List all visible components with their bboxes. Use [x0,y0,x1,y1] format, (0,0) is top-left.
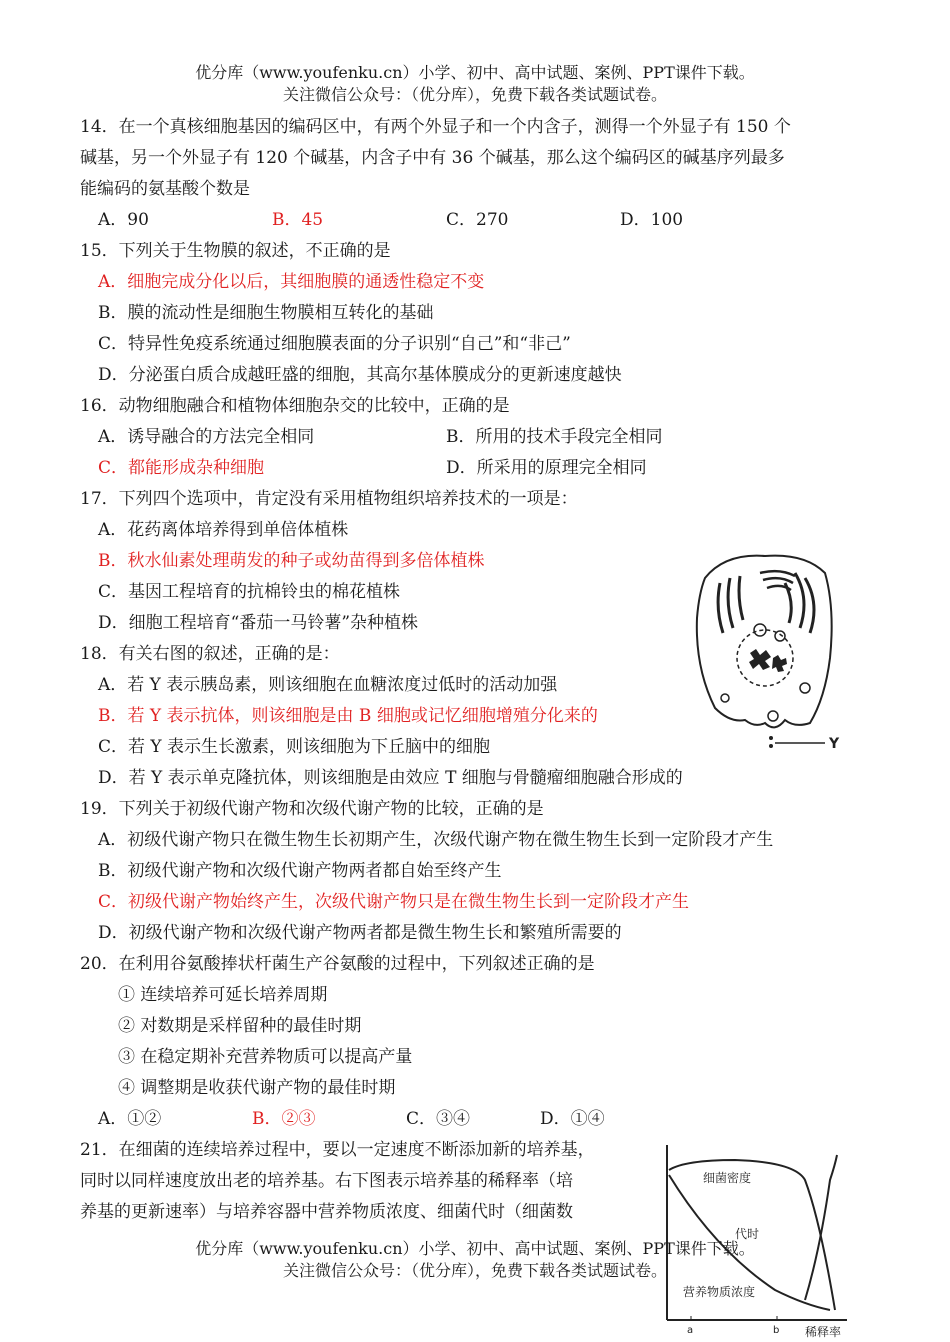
q20-item-2: ② 对数期是采样留种的最佳时期 [118,1016,362,1036]
q19-option-b: B．初级代谢产物和次级代谢产物两者都自始至终产生 [98,861,502,881]
q20-option-a: A．①② [98,1109,162,1129]
vesicle [721,694,729,702]
secretion-dot [769,736,773,740]
q20-item-4: ④ 调整期是收获代谢产物的最佳时期 [118,1078,396,1098]
x-axis-label: 稀释率 [805,1325,842,1339]
secretory-vesicle [768,711,778,721]
q14-option-c: C．270 [446,210,509,230]
q20-item-1: ① 连续培养可延长培养周期 [118,985,328,1005]
q15-option-c: C．特异性免疫系统通过细胞膜表面的分子识别“自己”和“非己” [98,334,571,354]
q17-stem: 17．下列四个选项中，肯定没有采用植物组织培养技术的一项是： [80,489,578,509]
vesicle [775,631,785,641]
vesicle [800,683,810,693]
q17-option-b-answer: B．秋水仙素处理萌发的种子或幼苗得到多倍体植株 [98,551,485,571]
q19-option-a: A．初级代谢产物只在微生物生长初期产生，次级代谢产物在微生物生长到一定阶段才产生 [98,830,774,850]
q18-option-c: C．若 Y 表示生长激素，则该细胞为下丘脑中的细胞 [98,737,491,757]
header-line-2: 关注微信公众号：（优分库），免费下载各类试题试卷。 [282,85,667,104]
q18-option-d: D．若 Y 表示单克隆抗体，则该细胞是由效应 T 细胞与骨髓瘤细胞融合形成的 [98,768,683,788]
q14-option-b-answer: B．45 [272,210,324,230]
endoplasmic-reticulum [718,573,814,633]
q20-stem: 20．在利用谷氨酸捧状杆菌生产谷氨酸的过程中，下列叙述正确的是 [80,954,595,974]
x-tick-a: a [687,1325,694,1336]
q18-option-a: A．若 Y 表示胰岛素，则该细胞在血糖浓度过低时的活动加强 [98,675,558,695]
q14-option-a: A．90 [98,210,149,230]
q15-option-a-answer: A．细胞完成分化以后，其细胞膜的通透性稳定不变 [98,272,485,292]
q15-option-d: D．分泌蛋白质合成越旺盛的细胞，其高尔基体膜成分的更新速度越快 [98,365,622,385]
q17-option-c: C．基因工程培育的抗棉铃虫的棉花植株 [98,582,401,602]
q21-stem-line-2: 同时以同样速度放出老的培养基。右下图表示培养基的稀释率（培 [80,1171,573,1191]
q15-option-b: B．膜的流动性是细胞生物膜相互转化的基础 [98,303,434,323]
q16-option-d: D．所采用的原理完全相同 [446,458,647,478]
q19-stem: 19．下列关于初级代谢产物和次级代谢产物的比较，正确的是 [80,799,544,819]
golgi-apparatus [760,571,795,590]
q16-stem: 16．动物细胞融合和植物体细胞杂交的比较中，正确的是 [80,396,510,416]
footer-line-2: 关注微信公众号：（优分库），免费下载各类试题试卷。 [282,1261,667,1280]
secretion-dot [769,744,773,748]
q14-stem-line-3: 能编码的氨基酸个数是 [80,179,250,199]
q20-option-d: D．①④ [540,1109,605,1129]
nutrient-label: 营养物质浓度 [683,1285,756,1299]
q18-option-b-answer: B．若 Y 表示抗体，则该细胞是由 B 细胞或记忆细胞增殖分化来的 [98,706,598,726]
q20-item-3: ③ 在稳定期补充营养物质可以提高产量 [118,1047,413,1067]
q14-option-d: D．100 [620,210,684,230]
footer-line-1: 优分库（www.youfenku.cn）小学、初中、高中试题、案例、PPT课件下载。 [195,1239,755,1258]
density-label: 细菌密度 [703,1171,752,1185]
q15-stem: 15．下列关于生物膜的叙述，不正确的是 [80,241,391,261]
q16-option-c-answer: C．都能形成杂种细胞 [98,458,265,478]
x-tick-b: b [773,1325,780,1336]
q16-option-b: B．所用的技术手段完全相同 [446,427,663,447]
secretory-cell-figure [685,548,845,758]
q14-stem-line-1: 14．在一个真核细胞基因的编码区中，有两个外显子和一个内含子，测得一个外显子有 150 个 [80,117,791,137]
figure-label-y: Y [829,736,840,752]
q20-option-c: C．③④ [406,1109,471,1129]
generation-time-label: 代时 [735,1227,760,1241]
chromatin [772,655,787,672]
q21-stem-line-3: 养基的更新速率）与培养容器中营养物质浓度、细菌代时（细菌数 [80,1202,573,1222]
q21-stem-line-1: 21．在细菌的连续培养过程中，要以一定速度不断添加新的培养基， [80,1140,595,1160]
q17-option-d: D．细胞工程培育“番茄一马铃薯”杂种植株 [98,613,419,633]
q18-stem: 18．有关右图的叙述，正确的是： [80,644,340,664]
header-line-1: 优分库（www.youfenku.cn）小学、初中、高中试题、案例、PPT课件下载。 [195,63,755,82]
q17-option-a: A．花药离体培养得到单倍体植株 [98,520,349,540]
q16-option-a: A．诱导融合的方法完全相同 [98,427,315,447]
chromatin [749,649,771,670]
q19-option-d: D．初级代谢产物和次级代谢产物两者都是微生物生长和繁殖所需要的 [98,923,622,943]
q19-option-c-answer: C．初级代谢产物始终产生，次级代谢产物只是在微生物生长到一定阶段才产生 [98,892,690,912]
q20-option-b-answer: B．②③ [252,1109,316,1129]
cell-membrane [697,556,832,728]
q14-stem-line-2: 碱基，另一个外显子有 120 个碱基，内含子中有 36 个碱基，那么这个编码区的碱基序列最多 [80,148,785,168]
